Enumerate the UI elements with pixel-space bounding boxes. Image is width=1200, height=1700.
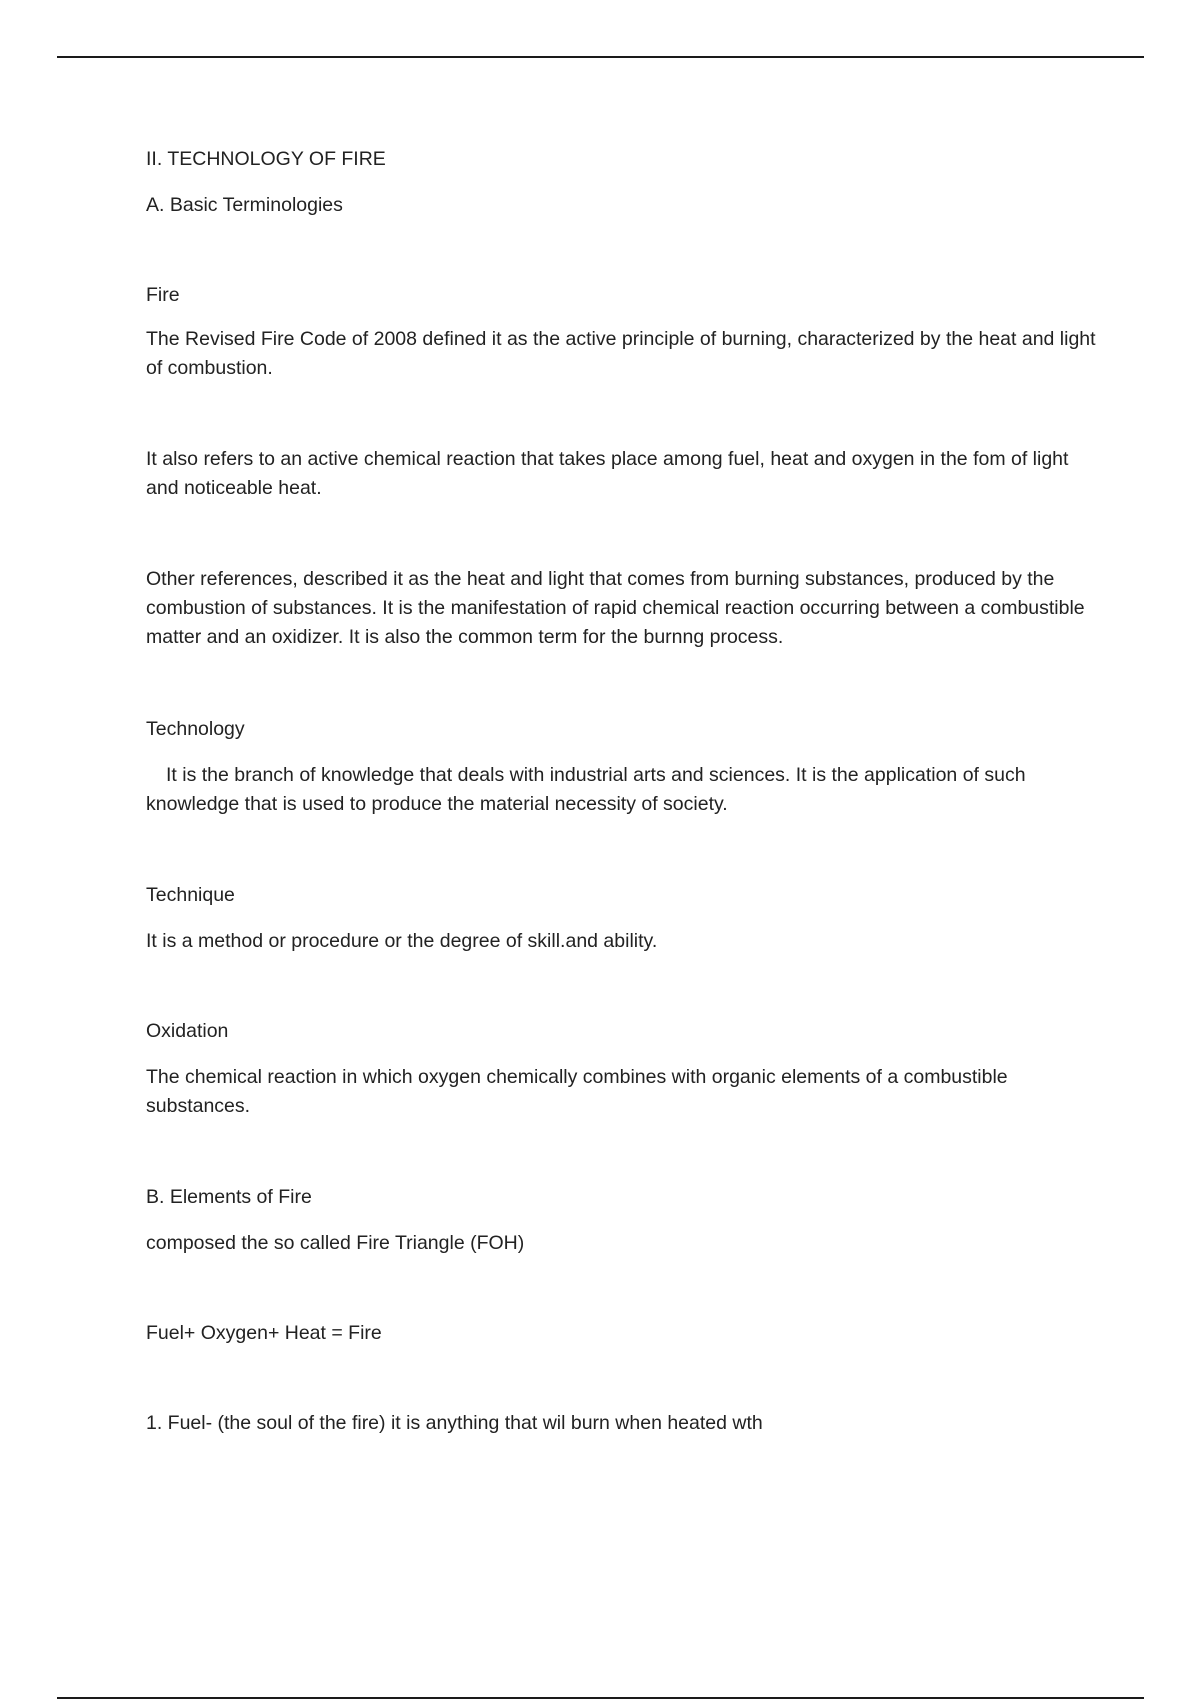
technology-paragraph: It is the branch of knowledge that deals with industrial arts and sciences. It is the application of such knowledge that is used to produce the material necessity of society. xyxy=(146,764,1026,815)
technique-paragraph: It is a method or procedure or the degree of skill.and ability. xyxy=(146,930,658,952)
oxidation-paragraph: The chemical reaction in which oxygen chemically combines with organic elements of a combustible substances. xyxy=(146,1066,1008,1117)
term-fire: Fire xyxy=(146,284,180,306)
fire-paragraph-3: Other references, described it as the heat and light that comes from burning substances, produced by the combustion of substances. It is the manifestation of rapid chemical reaction occurring between a combustible matter and an oxidizer. It is also the common term for the burnng process. xyxy=(146,568,1085,648)
subsection-a-title: A. Basic Terminologies xyxy=(146,194,343,216)
header-rule xyxy=(57,56,1144,58)
term-oxidation: Oxidation xyxy=(146,1020,229,1042)
fire-paragraph-1: The Revised Fire Code of 2008 defined it as the active principle of burning, characterized by the heat and light of combustion. xyxy=(146,328,1096,379)
list-item-fuel: 1. Fuel- (the soul of the fire) it is anything that wil burn when heated wth xyxy=(146,1412,763,1434)
footer-rule xyxy=(57,1697,1144,1699)
section-title: II. TECHNOLOGY OF FIRE xyxy=(146,148,386,170)
term-technique: Technique xyxy=(146,884,235,906)
subsection-b-intro: composed the so called Fire Triangle (FOH) xyxy=(146,1232,525,1254)
subsection-b-title: B. Elements of Fire xyxy=(146,1186,312,1208)
term-technology: Technology xyxy=(146,718,245,740)
fire-formula: Fuel+ Oxygen+ Heat = Fire xyxy=(146,1322,382,1344)
fire-paragraph-2: It also refers to an active chemical reaction that takes place among fuel, heat and oxygen in the fom of light and noticeable heat. xyxy=(146,448,1069,499)
